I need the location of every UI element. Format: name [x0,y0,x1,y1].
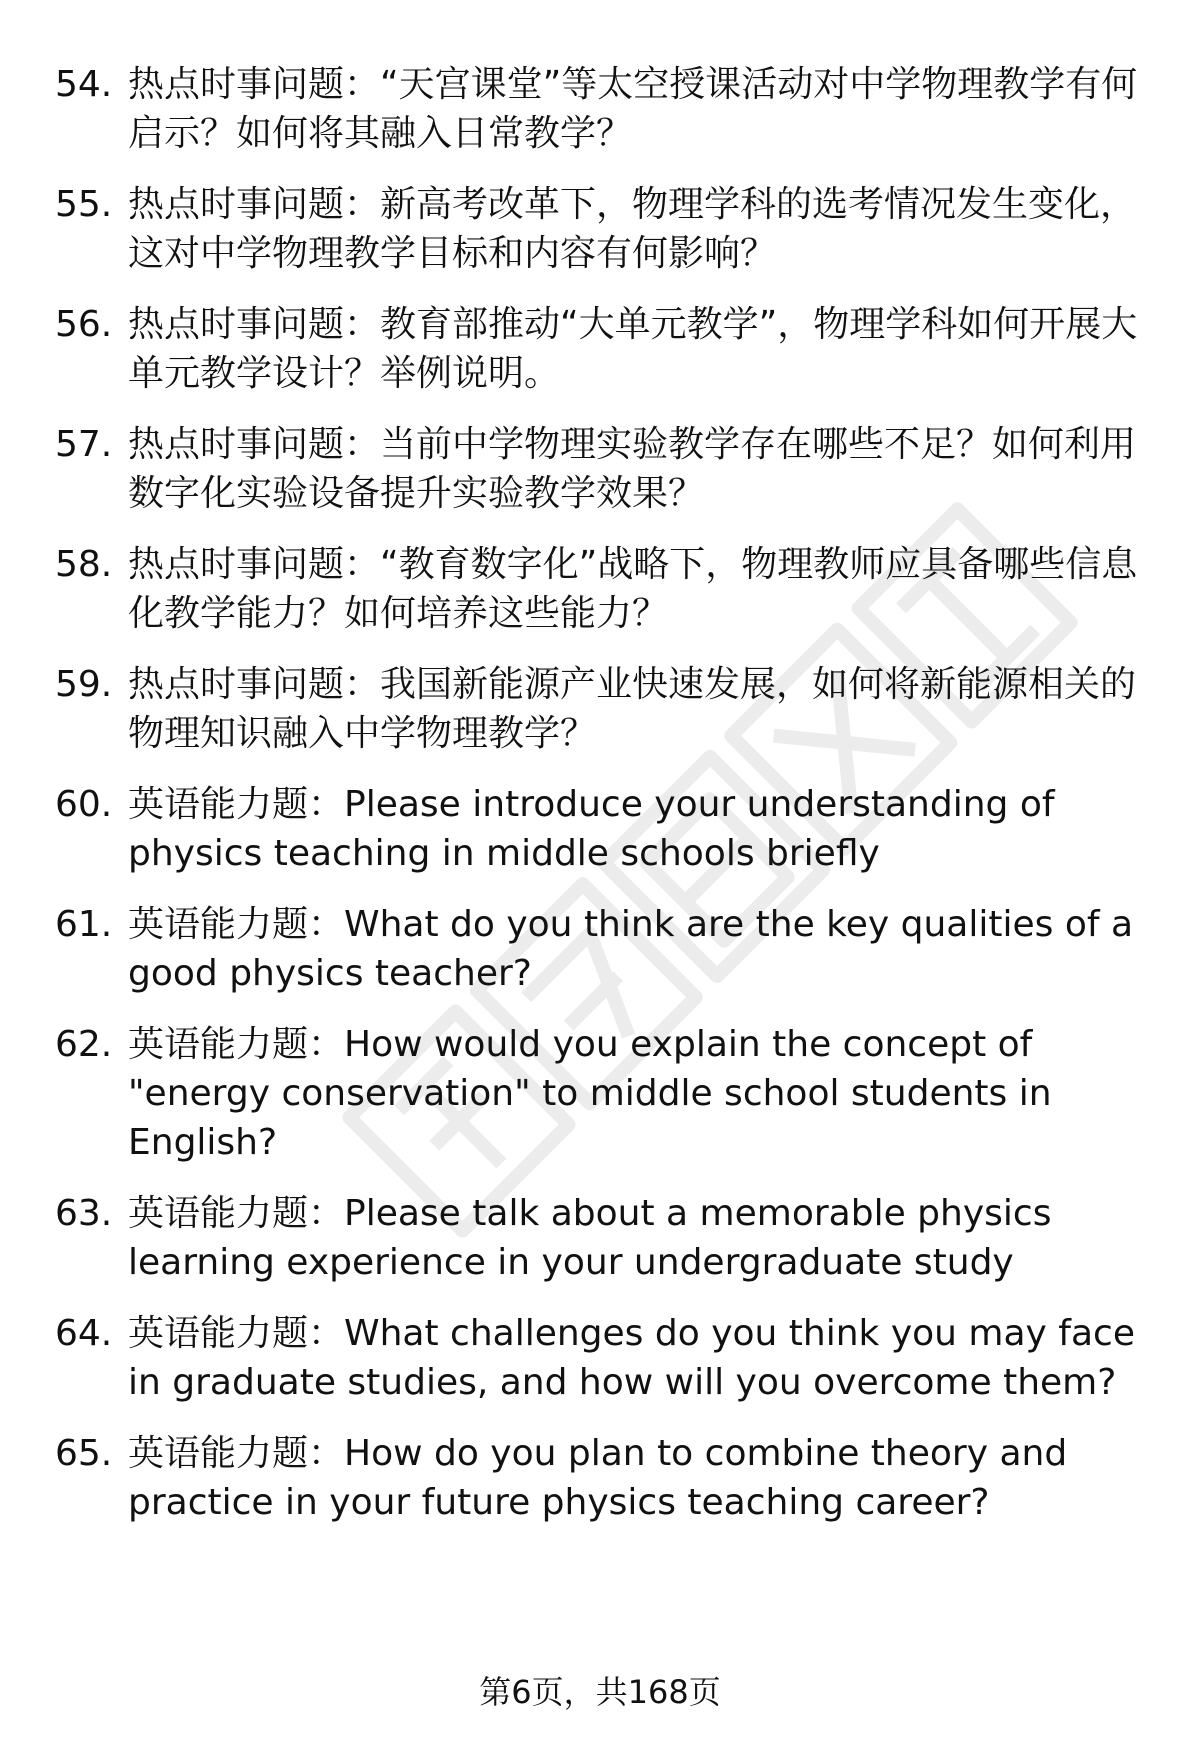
list-item [55,60,1165,158]
question-text: 热点时事问题：“天宫课堂”等太空授课活动对中学物理教学有何启示？如何将其融入日常教学？ [128,64,1138,154]
question-number: 58. [55,544,113,585]
list-item [55,660,1165,758]
question-number: 62. [55,1024,113,1065]
question-text: 英语能力题：How would you explain the concept of "energy conservation" to middle school students in English? [128,1024,1052,1163]
question-text: 热点时事问题：“教育数字化”战略下，物理教师应具备哪些信息化教学能力？如何培养这些能力？ [128,544,1138,634]
question-text: 热点时事问题：我国新能源产业快速发展，如何将新能源相关的物理知识融入中学物理教学？ [128,664,1137,754]
list-item [55,180,1165,278]
question-text: 英语能力题：Please talk about a memorable physics learning experience in your undergraduate study [128,1193,1052,1283]
question-number: 63. [55,1193,113,1234]
question-text: 热点时事问题：当前中学物理实验教学存在哪些不足？如何利用数字化实验设备提升实验教学效果？ [128,424,1137,514]
question-list [55,60,1165,1549]
question-number: 57. [55,424,113,465]
list-item [55,1309,1165,1407]
question-number: 55. [55,184,113,225]
list-item [55,1020,1165,1167]
list-item [55,540,1165,638]
list-item [55,1189,1165,1287]
question-number: 54. [55,64,113,105]
question-number: 61. [55,904,113,945]
question-text: 英语能力题：Please introduce your understanding of physics teaching in middle schools briefly [128,784,1055,874]
question-number: 59. [55,664,113,705]
question-text: 英语能力题：What do you think are the key qualities of a good physics teacher? [128,904,1134,994]
list-item [55,780,1165,878]
page-number-footer: 第6页，共168页 [479,1673,721,1711]
question-text: 热点时事问题：教育部推动“大单元教学”，物理学科如何开展大单元教学设计？举例说明。 [128,304,1138,394]
question-number: 64. [55,1313,113,1354]
question-text: 英语能力题：What challenges do you think you may face in graduate studies, and how will you overcome them? [128,1313,1135,1403]
question-number: 65. [55,1433,113,1474]
question-number: 56. [55,304,113,345]
list-item [55,900,1165,998]
question-text: 英语能力题：How do you plan to combine theory and practice in your future physics teaching career? [128,1433,1068,1523]
list-item [55,420,1165,518]
list-item [55,1429,1165,1527]
question-number: 60. [55,784,113,825]
question-text: 热点时事问题：新高考改革下，物理学科的选考情况发生变化，这对中学物理教学目标和内容有何影响？ [128,184,1137,274]
list-item [55,300,1165,398]
